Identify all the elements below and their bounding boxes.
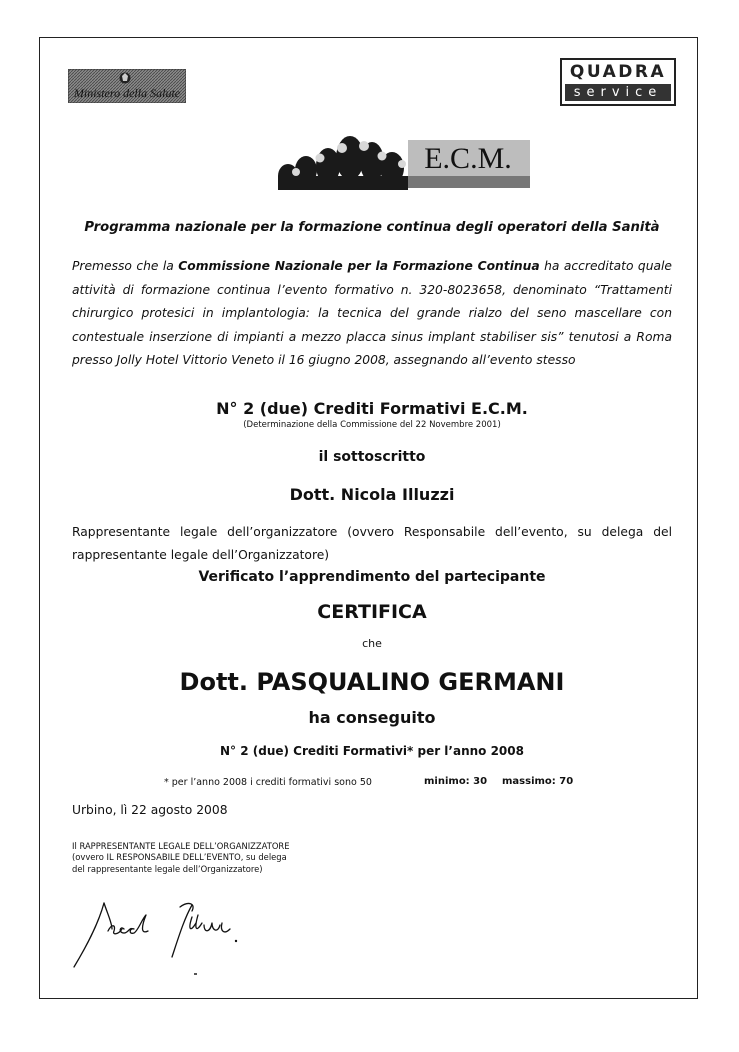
premessa-body: ha accreditato quale attività di formazione continua l’evento formativo n. 320-8023658, denominato “Trattamenti chirurgico protesici in implantologia: la tecnica del grande rialzo del seno mascellare con contestuale inserzione di impianti a mezzo placca sinus implant stabiliser sis” tenutosi a Roma presso Jolly Hotel Vittorio Veneto il 16 giugno 2008, assegnando all’evento stesso (72, 259, 673, 368)
firmatario-line: Il RAPPRESENTANTE LEGALE DELL’ORGANIZZATORE (72, 841, 290, 851)
verificato-label: Verificato l’apprendimento del partecipante (198, 569, 546, 585)
handwritten-signature (68, 895, 248, 975)
sottoscritto-label: il sottoscritto (318, 449, 426, 465)
firmatario-block (72, 841, 290, 875)
crediti-evento: N° 2 (due) Crediti Formativi E.C.M. (216, 399, 528, 418)
firmatario-line: del rappresentante legale dell’Organizzatore) (72, 863, 263, 874)
participant-name: Dott. PASQUALINO GERMANI (179, 668, 565, 696)
ecm-logo (258, 126, 530, 190)
signature-mark (194, 973, 197, 975)
svg-text:E.C.M.: E.C.M. (424, 142, 512, 175)
programma-title: Programma nazionale per la formazione continua degli operatori della Sanità (84, 220, 660, 235)
premessa-intro: Premesso che la (72, 259, 179, 273)
rappresentante-text: Rappresentante legale dell’organizzatore (ovvero Responsabile dell’evento, su delega del rappresentante legale dell’Organizzatore) (72, 525, 672, 562)
quadra-logo-text: QUADRA (569, 62, 667, 82)
luogo-data: Urbino, lì 22 agosto 2008 (72, 803, 228, 817)
firmatario-name: Dott. Nicola Illuzzi (289, 485, 455, 504)
determinazione-note: (Determinazione della Commissione del 22 Novembre 2001) (243, 420, 501, 430)
massimo-value: massimo: 70 (502, 776, 574, 787)
ministero-salute-logo (68, 69, 186, 103)
premessa-paragraph (72, 255, 672, 373)
firmatario-line: (ovvero IL RESPONSABILE DELL’EVENTO, su delega (72, 852, 287, 863)
crediti-anno: N° 2 (due) Crediti Formativi* per l’anno 2008 (220, 744, 524, 758)
nota-anno: * per l’anno 2008 i crediti formativi sono 50 (164, 777, 372, 788)
minimo-value: minimo: 30 (424, 776, 488, 787)
service-logo-text: service (565, 84, 671, 101)
quadra-service-logo (560, 58, 676, 106)
certifica-heading: CERTIFICA (317, 601, 427, 623)
commissione-name: Commissione Nazionale per la Formazione Continua (178, 259, 540, 273)
svg-text:Ministero della Salute: Ministero della Salute (73, 86, 181, 100)
che-label: che (362, 637, 382, 650)
conseguito-label: ha conseguito (308, 708, 436, 727)
